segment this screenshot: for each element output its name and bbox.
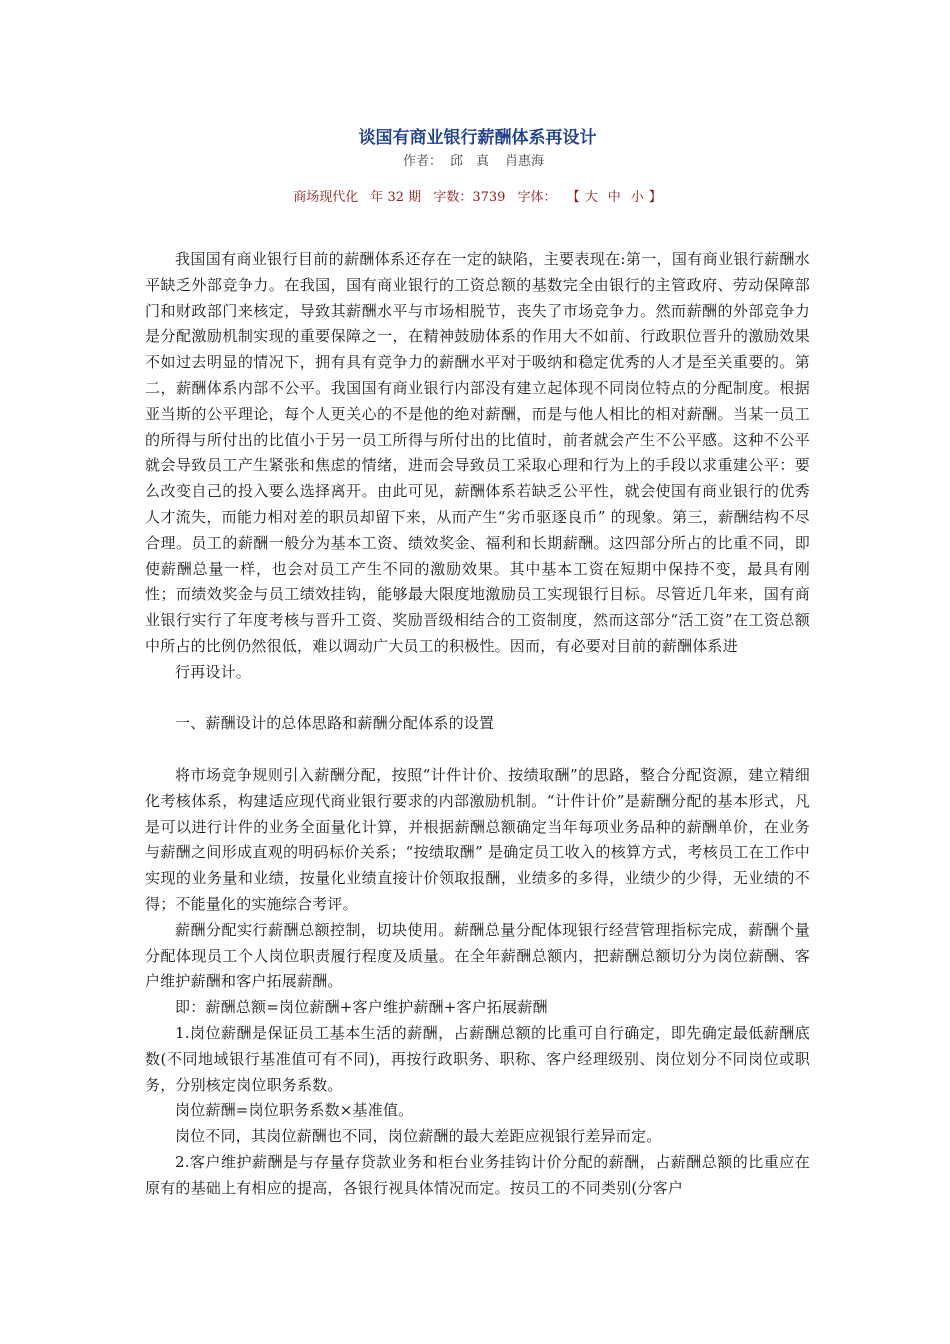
font-size-control [567,190,662,205]
blank-line [145,686,810,712]
formula-line: 即：薪酬总额=岗位薪酬+客户维护薪酬+客户拓展薪酬 [175,998,548,1017]
blank-line [145,737,810,763]
paragraph: 2.客户维护薪酬是与存量存贷款业务和柜台业务挂钩计价分配的薪酬，占薪酬总额的比重应在原有的基础上有相应的提高，各银行视具体情况而定。按员工的不同类别(分客户 [145,1152,810,1197]
paragraph: 我国国有商业银行目前的薪酬体系还存在一定的缺陷，主要表现在:第一，国有商业银行薪酬水平缺乏外部竞争力。在我国，国有商业银行的工资总额的基数完全由银行的主管政府、劳动保障部门和财政部门来核定，导致其薪酬水平与市场相脱节，丧失了市场竞争力。然而薪酬的外部竞争力是分配激励机制实现的重要保障之一，在精神鼓励体系的作用大不如前、行政职位晋升的激励效果不如过去明显的情况下，拥有具有竞争力的薪酬水平对于吸纳和稳定优秀的人才是至关重要的。第二，薪酬体系内部不公平。我国国有商业银行内部没有建立起体现不同岗位特点的分配制度。根据亚当斯的公平理论，每个人更关心的不是他的绝对薪酬，而是与他人相比的相对薪酬。当某一员工的所得与所付出的比值小于另一员工所得与所付出的比值时，前者就会产生不公平感。这种不公平就会导致员工产生紧张和焦虑的情绪，进而会导致员工采取心理和行为上的手段以求重建公平：要么改变自己的投入要么选择离开。由此可见，薪酬体系若缺乏公平性，就会使国有商业银行的优秀人才流失，而能力相对差的职员却留下来，从而产生“劣币驱逐良币” 的现象。第三，薪酬结构不尽合理。员工的薪酬一般分为基本工资、绩效奖金、福利和长期薪酬。这四部分所占的比重不同，即使薪酬总量一样，也会对员工产生不同的激励效果。其中基本工资在短期中保持不变，最具有刚性；而绩效奖金与员工绩效挂钩，能够最大限度地激励员工实现银行目标。尽管近几年来，国有商业银行实行了年度考核与晋升工资、奖励晋级相结合的工资制度，然而这部分“活工资”在工资总额中所占的比例仍然很低，难以调动广大员工的积极性。因而，有必要对目前的薪酬体系进 [145,250,810,655]
article-authors [145,152,810,172]
word-count: 字数：3739 [433,190,506,205]
font-bracket-close: 】 [648,190,662,205]
paragraph: 岗位不同，其岗位薪酬也不同，岗位薪酬的最大差距应视银行差异而定。 [175,1127,662,1146]
paragraph: 薪酬分配实行薪酬总额控制，切块使用。薪酬总量分配体现银行经营管理指标完成，薪酬个量分配体现员工个人岗位职责履行程度及质量。在全年薪酬总额内，把薪酬总额切分为岗位薪酬、客户维护薪酬和客户拓展薪酬。 [145,920,810,991]
article-body [145,247,810,1201]
font-large-link[interactable]: 大 [584,190,598,205]
author-name: 肖惠海 [505,154,545,169]
paragraph: 1.岗位薪酬是保证员工基本生活的薪酬，占薪酬总额的比重可自行确定，即先确定最低薪酬底数(不同地域银行基准值可有不同)，再按行政职务、职称、客户经理级别、岗位划分不同岗位或职务，分别核定岗位职务系数。 [145,1023,810,1094]
font-bracket-open: 【 [566,190,580,205]
article-title: 谈国有商业银行薪酬体系再设计 [358,128,597,148]
source-journal: 商场现代化 [293,190,359,205]
font-size-label: 字体： [517,190,557,205]
issue-number: 年 32 期 [370,190,422,205]
author-name: 邱 真 [449,154,489,169]
paragraph: 将市场竞争规则引入薪酬分配，按照“计件计价、按绩取酬”的思路，整合分配资源，建立精细化考核体系，构建适应现代商业银行要求的内部激励机制。“计件计价”是薪酬分配的基本形式，凡是可以进行计件的业务全面量化计算，并根据薪酬总额确定当年每项业务品种的薪酬单价，在业务与薪酬之间形成直观的明码标价关系；“按绩取酬” 是确定员工收入的核算方式，考核员工在工作中实现的业务量和业绩，按量化业绩直接计价领取报酬，业绩多的多得，业绩少的少得，无业绩的不得；不能量化的实施综合考评。 [145,765,810,913]
formula-line: 岗位薪酬=岗位职务系数×基准值。 [175,1101,414,1120]
author-label: 作者： [402,154,442,169]
section-heading: 一、薪酬设计的总体思路和薪酬分配体系的设置 [175,714,495,733]
article-meta [145,188,810,208]
font-medium-link[interactable]: 中 [607,190,621,205]
paragraph: 行再设计。 [175,662,252,681]
font-small-link[interactable]: 小 [630,190,644,205]
